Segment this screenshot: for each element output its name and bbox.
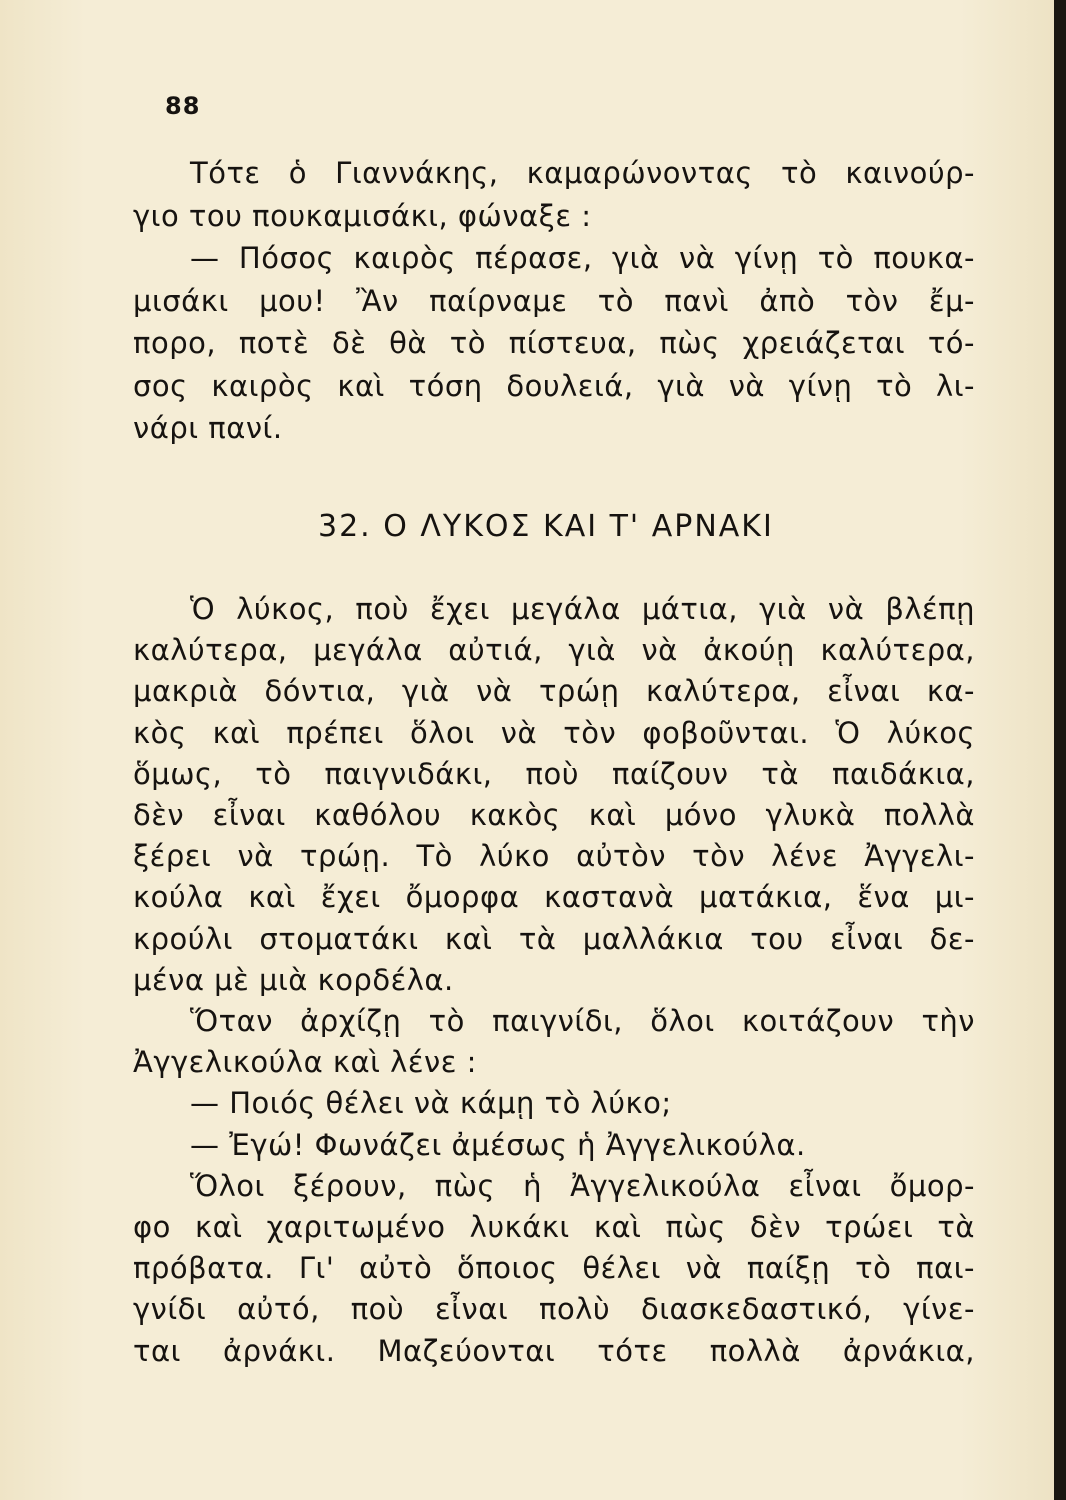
text-line: — Ποιός θέλει νὰ κάμῃ τὸ λύκο; <box>190 1086 672 1121</box>
text-line: πρόβατα. Γι' αὐτὸ ὅποιος θέλει νὰ παίξῃ τὸ παι- <box>133 1251 975 1286</box>
text-line: πορο, ποτὲ δὲ θὰ τὸ πίστευα, πὼς χρειάζεται τό- <box>133 326 975 360</box>
text-line: ται ἀρνάκι. Μαζεύονται τότε πολλὰ ἀρνάκια, <box>133 1333 975 1368</box>
text-line: μισάκι μου! Ἂν παίρναμε τὸ πανὶ ἀπὸ τὸν ἔμ- <box>133 283 975 318</box>
text-line: γνίδι αὐτό, ποὺ εἶναι πολὺ διασκεδαστικό, γίνε- <box>133 1292 975 1327</box>
text-line: νάρι πανί. <box>133 411 283 445</box>
text-line: δὲν εἶναι καθόλου κακὸς καὶ μόνο γλυκὰ πολλὰ <box>133 798 975 832</box>
text-line: μακριὰ δόντια, γιὰ νὰ τρώῃ καλύτερα, εἶναι κα- <box>133 674 975 709</box>
page-edge-shadow <box>1054 0 1066 1500</box>
page-number: 88 <box>165 92 201 120</box>
text-line: Ὁ λύκος, ποὺ ἔχει μεγάλα μάτια, γιὰ νὰ βλέπῃ <box>190 592 975 626</box>
text-line: μένα μὲ μιὰ κορδέλα. <box>133 962 454 997</box>
text-line: Ἀγγελικούλα καὶ λένε : <box>133 1045 477 1080</box>
text-line: ξέρει νὰ τρώῃ. Τὸ λύκο αὐτὸν τὸν λένε Ἀγγελι- <box>133 839 975 874</box>
text-line: ὅμως, τὸ παιγνιδάκι, ποὺ παίζουν τὰ παιδάκια, <box>133 756 975 791</box>
text-line: σος καιρὸς καὶ τόση δουλειά, γιὰ νὰ γίνῃ τὸ λι- <box>133 368 975 403</box>
text-line: φο καὶ χαριτωμένο λυκάκι καὶ πὼς δὲν τρώει τὰ <box>133 1210 975 1244</box>
text-line: κὸς καὶ πρέπει ὅλοι νὰ τὸν φοβοῦνται. Ὁ λύκος <box>133 715 975 750</box>
chapter-title: 32. Ο ΛΥΚΟΣ ΚΑΙ Τ' ΑΡΝΑΚΙ <box>318 509 774 544</box>
text-line: Ὅλοι ξέρουν, πὼς ἡ Ἀγγελικούλα εἶναι ὄμορ- <box>190 1168 975 1203</box>
text-line: Ὅταν ἀρχίζῃ τὸ παιγνίδι, ὅλοι κοιτάζουν τὴν <box>190 1004 975 1038</box>
text-line: καλύτερα, μεγάλα αὐτιά, γιὰ νὰ ἀκούῃ καλύτερα, <box>133 633 975 668</box>
text-line: Τότε ὁ Γιαννάκης, καμαρώνοντας τὸ καινούρ- <box>190 156 975 190</box>
text-line: — Ἐγώ! Φωνάζει ἀμέσως ἡ Ἀγγελικούλα. <box>190 1127 806 1162</box>
text-line: κρούλι στοματάκι καὶ τὰ μαλλάκια του εἶναι δε- <box>133 921 975 956</box>
text-line: γιο του πουκαμισάκι, φώναξε : <box>133 198 592 233</box>
text-line: — Πόσος καιρὸς πέρασε, γιὰ νὰ γίνῃ τὸ πουκα- <box>190 241 975 275</box>
text-line: κούλα καὶ ἔχει ὄμορφα καστανὰ ματάκια, ἕνα μι- <box>133 880 975 915</box>
